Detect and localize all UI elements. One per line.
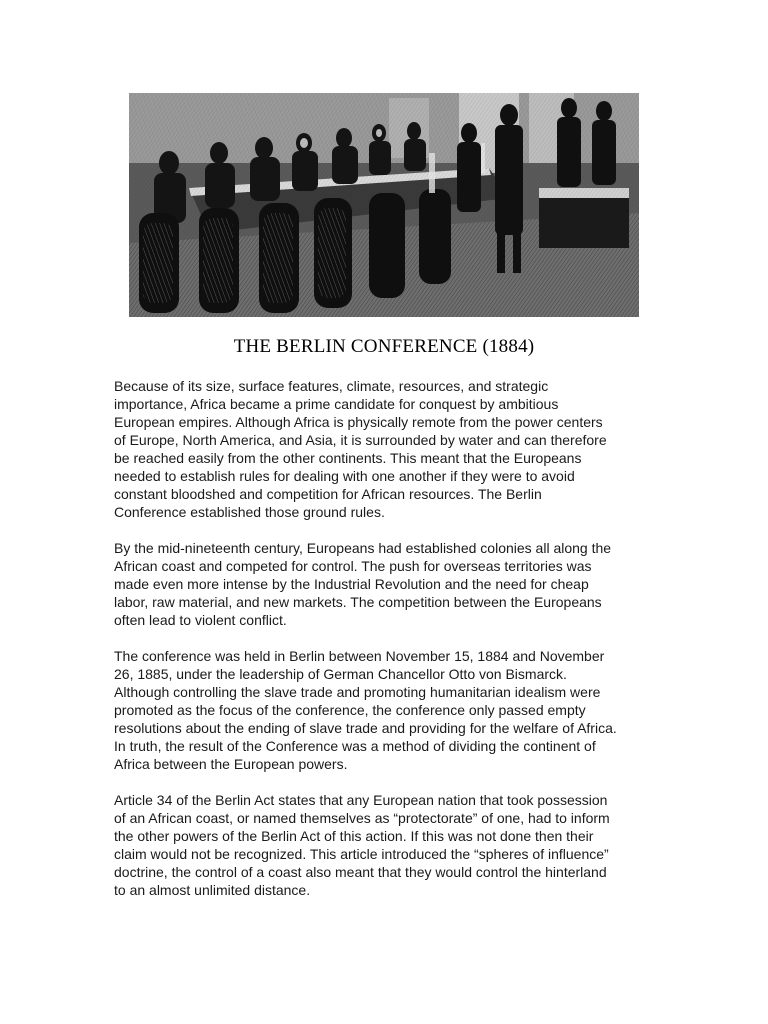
text-line: 26, 1885, under the leadership of German Chancellor Otto von Bismarck. — [114, 666, 567, 682]
text-line: Article 34 of the Berlin Act states that any European nation that took possession — [114, 792, 608, 808]
text-line: made even more intense by the Industrial Revolution and the need for cheap — [114, 576, 589, 592]
text-line: Although controlling the slave trade and promoting humanitarian idealism were — [114, 684, 601, 700]
paragraph — [114, 647, 659, 773]
document-body — [114, 377, 659, 917]
conference-engraving-image — [129, 93, 639, 317]
paragraph — [114, 539, 659, 629]
text-line: resolutions about the ending of slave trade and providing for the welfare of Africa. — [114, 720, 617, 736]
text-line: European empires. Although Africa is physically remote from the power centers — [114, 414, 603, 430]
text-line: The conference was held in Berlin between November 15, 1884 and November — [114, 648, 605, 664]
text-line: labor, raw material, and new markets. The competition between the Europeans — [114, 594, 602, 610]
text-line: often lead to violent conflict. — [114, 612, 287, 628]
text-line: of Europe, North America, and Asia, it is surrounded by water and can therefore — [114, 432, 607, 448]
paragraph — [114, 791, 659, 899]
text-line: promoted as the focus of the conference, the conference only passed empty — [114, 702, 586, 718]
text-line: to an almost unlimited distance. — [114, 882, 311, 898]
text-line: importance, Africa became a prime candidate for conquest by ambitious — [114, 396, 559, 412]
document-title: THE BERLIN CONFERENCE (1884) — [233, 336, 535, 357]
text-line: Conference established those ground rules. — [114, 504, 385, 520]
text-line: Because of its size, surface features, climate, resources, and strategic — [114, 378, 549, 394]
text-line: In truth, the result of the Conference was a method of dividing the continent of — [114, 738, 596, 754]
text-line: be reached easily from the other continents. This meant that the Europeans — [114, 450, 582, 466]
text-line: the other powers of the Berlin Act of this action. If this was not done then their — [114, 828, 594, 844]
text-line: of an African coast, or named themselves as “protectorate” of one, had to inform — [114, 810, 610, 826]
text-line: claim would not be recognized. This article introduced the “spheres of influence” — [114, 846, 609, 862]
text-line: Africa between the European powers. — [114, 756, 348, 772]
paragraph — [114, 377, 659, 521]
text-line: By the mid-nineteenth century, Europeans had established colonies all along the — [114, 540, 612, 556]
text-line: needed to establish rules for dealing with one another if they were to avoid — [114, 468, 575, 484]
text-line: doctrine, the control of a coast also meant that they would control the hinterland — [114, 864, 607, 880]
text-line: African coast and competed for control. The push for overseas territories was — [114, 558, 592, 574]
text-line: constant bloodshed and competition for African resources. The Berlin — [114, 486, 542, 502]
